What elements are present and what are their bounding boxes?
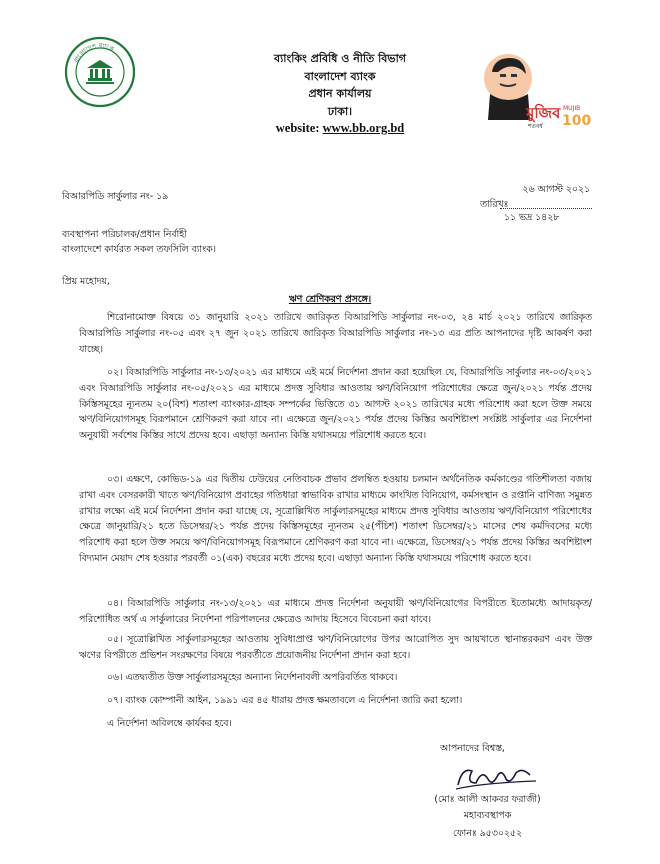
subject-line (0, 292, 660, 307)
bangladesh-bank-logo (64, 36, 136, 108)
mujib-sub-text: শতবর্ষ (528, 123, 543, 130)
signatory-phone: ফোনঃ ৯৫৩০২৫২ (452, 828, 522, 839)
paragraph-03: ০৩। এক্ষণে, কোভিড-১৯ এর দ্বিতীয় ঢেউয়ের নেতিবাচক প্রভাব প্রলম্বিত হওয়ায় চলমান অর্থনৈতিক কর্মকাণ্ডের গতিশীলতা বজায় রাখা এবং বেসরকারী খাতে ঋণ/বিনিয়োগ প্রবাহের গতিধারা স্বাভাবিক রাখার মাধ্যমে কাংখিত বিনিয়োগ, কর্মসংস্থান ও রপ্তানি বাণিজ্য সমুন্নত রাখার লক্ষ্যে এই মর্মে নির্দেশনা প্রদান করা যাচ্ছে যে, সূত্রোল্লিখিত সার্কুলারসমূহের মাধ্যমে প্রদত্ত সুবিধার আওতায় ঋণ/বিনিয়োগ পরিশোধের ক্ষেত্রে জানুয়ারি/২১ হতে ডিসেম্বর/২১ পর্যন্ত প্রদেয় কিস্তিসমূহের ন্যূনতম ২৫(পঁচিশ) শতাংশ ডিসেম্বর/২১ মাসের শেষ কর্মদিবসের মধ্যে পরিশোধ করা হলে উক্ত সময়ে ঋণ/বিনিয়োগসমূহ বিরূপমানে শ্রেণিকরণ করা যাবে না। এক্ষেত্রে, ডিসেম্বর/২১ পর্যন্ত প্রদেয় কিস্তির অবশিষ্টাংশ বিদ্যমান মেয়াদ শেষ হওয়ার পরবর্তী ০১(এক) বছরের মধ্যে প্রদেয় হবে। এছাড়া অন্যান্য কিস্তি যথাসময়ে পরিশোধ করতে হবে। (79, 474, 592, 564)
logo-text: বাংলাদেশ ব্যাংক (72, 41, 116, 65)
website-line (170, 120, 510, 138)
paragraph-intro: শিরোনামোক্ত বিষয়ে ৩১ জানুয়ারি ২০২১ তারিখে জারিকৃত বিআরপিডি সার্কুলার নং-০৩, ২৪ মার্চ ২০২১ তারিখে জারিকৃত বিআরপিডি সার্কুলার নং-০৫ এবং ২৭ জুন ২০২১ তারিখে জারিকৃত বিআরপিডি সার্কুলার নং-১৩ এর প্রতি আপনাদের দৃষ্টি আকর্ষণ করা যাচ্ছে। (79, 312, 592, 355)
paragraph-02: ০২। বিআরপিডি সার্কুলার নং-১৩/২০২১ এর মাধ্যমে এই মর্মে নির্দেশনা প্রদান করা হয়েছিল যে, বিআরপিডি সার্কুলার নং-০৩/২০২১ এবং বিআরপিডি সার্কুলার নং-০৫/২০২১ এর মাধ্যমে প্রদত্ত সুবিধার আওতায় ঋণ/বিনিয়োগ পরিশোধের ক্ষেত্রে জুন/২০২১ পর্যন্ত প্রদেয় কিস্তিসমূহের ন্যূনতম ২০(বিশ) শতাংশ ব্যাংকার-গ্রাহক সম্পর্কের ভিত্তিতে ৩১ আগস্ট ২০২১ তারিখের মধ্যে পরিশোধ করা হলে উক্ত সময়ে ঋণ/বিনিয়োগসমূহ বিরূপমানে শ্রেণিকরণ করা যাবে না। এক্ষেত্রে জুন/২০২১ পর্যন্ত প্রদেয় কিস্তির অবশিষ্টাংশ সংশ্লিষ্ট সার্কুলার এর নির্দেশনা অনুযায়ী সর্বশেষ কিস্তির সাথে প্রদেয় হবে। এছাড়া অন্যান্য কিস্তি যথাসময়ে পরিশোধ করতে হবে। (79, 367, 592, 442)
paragraph-effect: এ নির্দেশনা অবিলম্বে কার্যকর হবে। (107, 718, 232, 729)
mujib-100-text: 100 (562, 113, 592, 129)
closing-text: আপনাদের বিশ্বস্ত, (440, 743, 505, 754)
paragraph-06: ০৬। এতদ্ব্যতীত উক্ত সার্কুলারসমূহের অন্যান্য নির্দেশনাবলী অপরিবর্তিত থাকবে। (107, 672, 398, 683)
city-name: ঢাকা। (327, 104, 353, 118)
portrait-icon (470, 50, 592, 130)
date-block (480, 182, 590, 223)
salutation: প্রিয় মহোদয়, (62, 276, 110, 287)
bank-name: বাংলাদেশ ব্যাংক (304, 69, 376, 83)
date-gregorian: ২৬ আগস্ট ২০২১ (522, 184, 590, 195)
date-dotted-line (500, 208, 592, 209)
circular-number: বিআরপিডি সার্কুলার নং- ১৯ (62, 191, 169, 202)
paragraph-05: ০৫। সূত্রোল্লিখিত সার্কুলারসমূহের আওতায় সুবিধাপ্রাপ্ত ঋণ/বিনিয়োগের উপর আরোপিত সুদ আয়খাতে স্থানান্তরকরণ এবং উক্ত ঋণের বিপরীতে প্রভিশন সংরক্ষণের বিষয়ে পরবর্তীতে প্রয়োজনীয় নির্দেশনা প্রদান করা হবে। (79, 634, 592, 661)
mujib-text: মুজিব (526, 104, 561, 122)
bank-emblem-icon (64, 36, 136, 108)
subject-text: ঋণ শ্রেণিকরণ প্রসঙ্গে। (288, 294, 372, 305)
website-link[interactable]: www.bb.org.bd (322, 121, 405, 135)
recipient-line-1: ব্যবস্থাপনা পরিচালক/প্রধান নির্বাহী (62, 229, 187, 240)
mujib-en-text: MUJIB (563, 105, 581, 112)
signatory-name: (মোঃ আলী আকবর ফরাজী) (434, 794, 541, 805)
letterhead (170, 50, 510, 138)
department-name: ব্যাংকিং প্রবিধি ও নীতি বিভাগ (274, 52, 406, 65)
recipient-line-2: বাংলাদেশে কার্যরত সকল তফসিলি ব্যাংক। (62, 244, 216, 255)
mujib-borsho-logo (470, 50, 592, 130)
recipient-address (62, 227, 216, 257)
website-label: website: (275, 121, 320, 135)
paragraph-07: ০৭। ব্যাংক কোম্পানী আইন, ১৯৯১ এর ৪৫ ধারায় প্রদত্ত ক্ষমতাবলে এ নির্দেশনা জারি করা হলো। (107, 695, 463, 706)
date-label: তারিখঃ (480, 199, 509, 210)
date-bengali: ১১ ভদ্র ১৪২৮ (504, 212, 560, 223)
paragraph-04: ০৪। বিআরপিডি সার্কুলার নং-১৩/২০২১ এর মাধ্যমে প্রদত্ত নির্দেশনা অনুযায়ী ঋণ/বিনিয়োগের বিপরীতে ইতোমধ্যে আদায়কৃত/পরিশোধিত অর্থ এ সার্কুলারের নির্দেশনা পরিপালনের ক্ষেত্রেও আদায় হিসেবে বিবেচনা করা যাবে। (79, 598, 592, 625)
signatory-designation: মহাব্যবস্থাপক (463, 810, 512, 821)
office-name: প্রধান কার্যালয় (308, 87, 372, 100)
